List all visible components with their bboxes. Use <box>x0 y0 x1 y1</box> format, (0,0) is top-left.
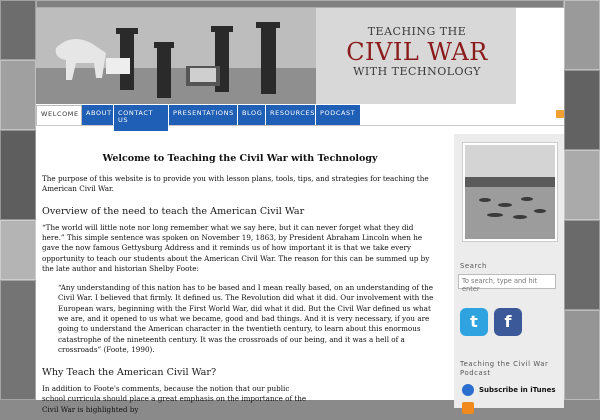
page-heading: Welcome to Teaching the Civil War with Technology <box>102 153 378 164</box>
itunes-subscribe-link[interactable] <box>462 384 556 396</box>
itunes-icon <box>462 384 474 396</box>
nav-presentations[interactable]: PRESENTATIONS <box>169 105 238 125</box>
nav-podcast[interactable]: PODCAST <box>316 105 361 125</box>
why-paragraph: In addition to Foote's comments, because the notion that our public school curricula should place a great emphasis on the importance of the Civil War is highlighted by <box>42 383 307 414</box>
overview-paragraph: “The world will little note nor long remember what we say here, but it can never forget what they did here.” This simple sentence was spoken on November 19, 1863, by President Abraham Lincoln when he gave the now famous Gettysburg Address and it reminds us of how important it is that we take every opportunity to teach our students about the American Civil War. The reason for this can be summed up by the late author and historian Shelby Foote: <box>42 222 430 274</box>
soldiers-photo <box>36 8 316 104</box>
site-title <box>322 26 512 77</box>
sidebar <box>454 134 564 408</box>
podcast-rss-icon[interactable] <box>462 402 474 414</box>
main-nav <box>36 105 564 126</box>
section-why-title: Why Teach the American Civil War? <box>42 366 217 378</box>
nav-about[interactable]: ABOUT <box>82 105 114 125</box>
facebook-icon[interactable]: f <box>494 308 522 336</box>
page-container <box>36 8 564 414</box>
podcast-label: Teaching the Civil War Podcast <box>460 360 549 377</box>
itunes-label: Subscribe in iTunes <box>479 386 556 394</box>
nav-blog[interactable]: BLOG <box>238 105 266 125</box>
foote-quote: “Any understanding of this nation has to be based and I mean really based, on an understanding of the Civil War. I believed that firmly. It defined us. The Revolution did what it did. Our involvement with the European wars, beginning with the First World War, did what it did. But the Civil War defined us what we are, and it opened to us what we became, good and bad things. And it is very necessary, if you are going to understand the American character in the twentieth century, to learn about this enormous catastrophe of the nineteenth century. It was the crossroads of our being, and it was a hell of a crossroads” (Foote, 1990). <box>58 282 434 355</box>
nav-resources[interactable]: RESOURCES <box>266 105 316 125</box>
search-input[interactable]: To search, type and hit enter <box>458 274 556 289</box>
sidebar-photo <box>462 142 558 242</box>
twitter-icon[interactable]: t <box>460 308 488 336</box>
site-title-top: TEACHING THE <box>367 25 467 38</box>
nav-contact-us[interactable]: CONTACT US <box>114 105 169 131</box>
nav-welcome[interactable]: WELCOME <box>36 105 82 125</box>
main-content <box>42 136 438 420</box>
battlefield-photo <box>465 145 555 239</box>
rss-icon[interactable] <box>556 110 564 118</box>
search-label: Search <box>460 262 487 270</box>
site-title-bottom: WITH TECHNOLOGY <box>353 65 481 78</box>
intro-paragraph: The purpose of this website is to provide you with lesson plans, tools, tips, and strategies for teaching the American Civil War. <box>42 173 429 194</box>
section-overview-title: Overview of the need to teach the American Civil War <box>42 205 305 217</box>
header-banner[interactable] <box>36 8 516 104</box>
site-title-main: CIVIL WAR <box>346 38 488 66</box>
